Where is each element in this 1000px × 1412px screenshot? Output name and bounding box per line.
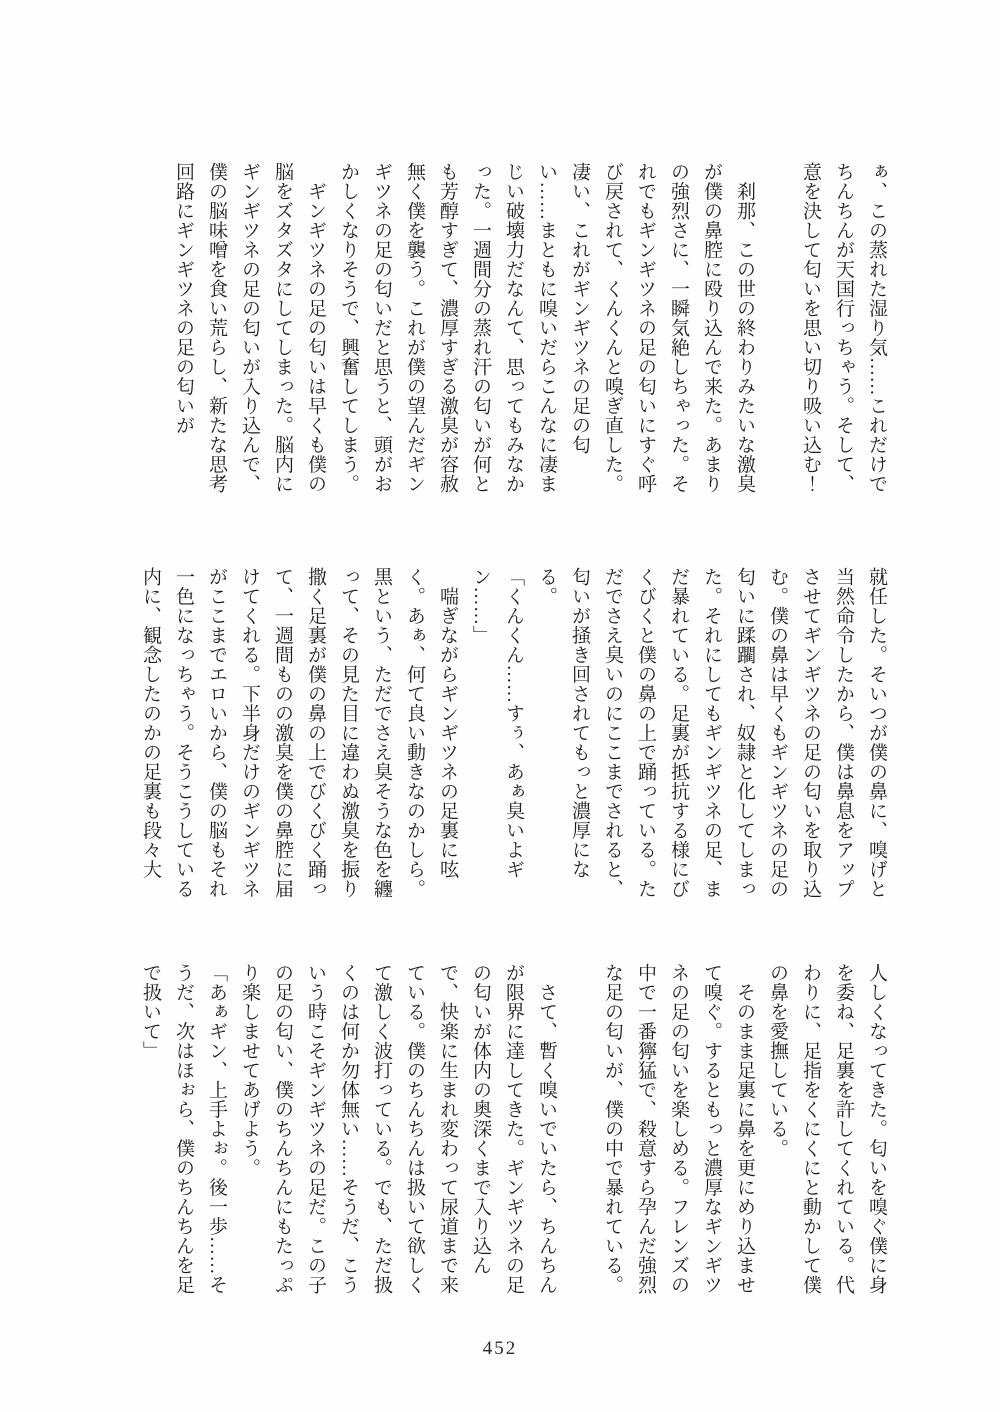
text-band-middle (133, 567, 893, 899)
paragraph: そのまま足裏に鼻を更にめり込ませて嗅ぐ。するともっと濃厚なギンギツネの足の匂いを楽しめる。フレンズの中で一番獰猛で、殺意すら孕んだ強烈な足の匂いが、僕の中で暴れている。 (602, 963, 755, 1295)
text-band-bottom (133, 963, 893, 1295)
paragraph: ギンギツネの足の匂いは早くも僕の脳をズタズタにしてしまった。脳内にギンギツネの足の匂いが入り込んで、僕の脳味噌を食い荒らし、新たな思考回路にギンギツネの足の匂いが (173, 162, 326, 494)
paragraph: 人しくなってきた。匂いを嗅ぐ僕に身を委ね、足裏を許してくれている。代わりに、足指をくにくにと動かして僕の鼻を愛撫している。 (767, 963, 887, 1295)
paragraph: 刹那、この世の終わりみたいな激臭が僕の鼻腔に殴り込んで来た。あまりの強烈さに、一瞬気絶しちゃった。それでもギンギツネの足の匂いにすぐ呼び戻されて、くんくんと嗅ぎ直した。凄い、これがギンギツネの足の匂い……まともに嗅いだらこんなに凄まじい破壊力だなんて、思ってもみなかった。一週間分の蒸れ汗の匂いが何とも芳醇すぎて、濃厚すぎる激臭が容赦無く僕を襲う。これが僕の望んだギンギツネの足の匂いだと思うと、頭がおかしくなりそうで、興奮してしまう。 (338, 162, 755, 494)
page-number: 452 (482, 1338, 518, 1359)
paragraph: さて、暫く嗅いでいたら、ちんちんが限界に達してきた。ギンギツネの足の匂いが体内の奥深くまで入り込んで、快楽に生まれ変わって尿道まで来ている。僕のちんちんは扱いて欲しくて激しく波打っている。でも、ただ扱くのは何か勿体無い……そうだ、こういう時こそギンギツネの足だ。この子の足の匂い、僕のちんちんにもたっぷり楽しませてあげよう。 (239, 963, 557, 1295)
paragraph: 「あぁギン、上手よぉ。後一歩……そうだ、次はほぉら、僕のちんちんを足で扱いて」 (140, 963, 227, 1295)
paragraph: ぁ、この蒸れた湿り気……これだけでちんちんが天国行っちゃう。そして、意を決して匂いを思い切り吸い込む！ (800, 162, 887, 494)
paragraph: 喘ぎながらギンギツネの足裏に呟く。あぁ、何て良い動きなのかしら。黒という、ただでさえ臭そうな色を纏って、その見た目に違わぬ激臭を振り撒く足裏が僕の鼻の上でびくびく踊って、一週間ものの激臭を僕の鼻腔に届けてくれる。下半身だけのギンギツネがここまでエロいから、僕の脳もそれ一色になっちゃう。そうこうしている内に、観念したのかの足裏も段々大 (140, 567, 458, 899)
paragraph: 「くんくん……すぅ、あぁ臭いよギン……」 (470, 567, 524, 879)
text-band-top (133, 162, 893, 494)
paragraph: 就任した。そいつが僕の鼻に、嗅げと当然命令したから、僕は鼻息をアップさせてギンギツネの足の匂いを取り込む。僕の鼻は早くもギンギツネの足の匂いに蹂躙され、奴隷と化してしまった。それにしてもギンギツネの足、まだ暴れている。足裏が抵抗する様にびくびくと僕の鼻の上で踊っている。ただでさえ臭いのにここまでされると、匂いが掻き回されてもっと濃厚になる。 (536, 567, 887, 899)
